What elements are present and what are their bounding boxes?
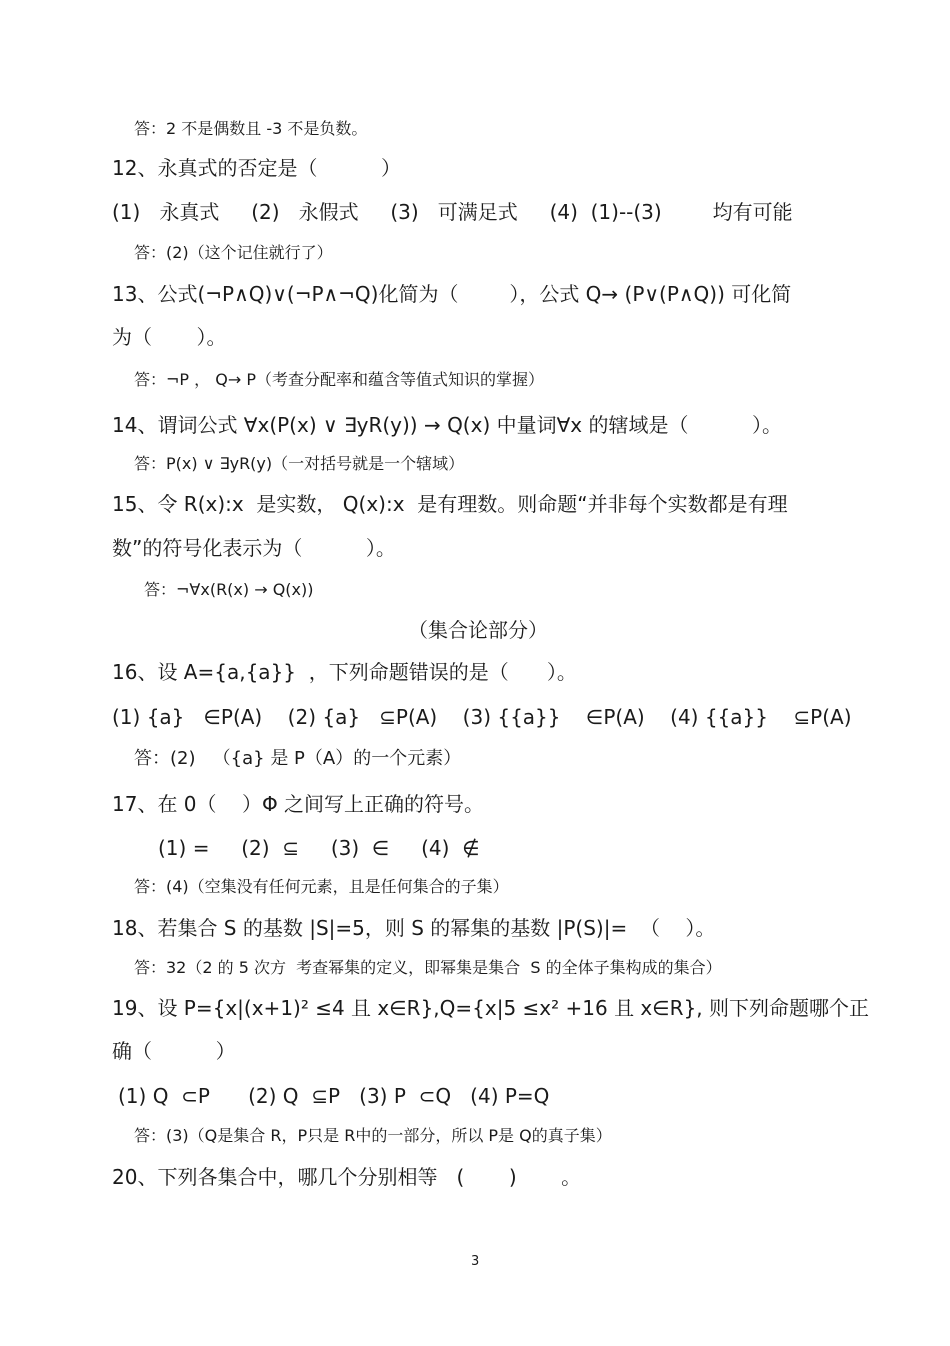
answer-13: 答：¬P ， Q→ P（考查分配率和蕴含等值式知识的掌握）: [134, 370, 544, 389]
page-number: 3: [471, 1254, 480, 1269]
question-19-line-2: 确（ ）: [112, 1039, 236, 1063]
answer-17: 答：(4)（空集没有任何元素，且是任何集合的子集）: [134, 877, 509, 896]
question-16-options: (1) {a} ∈P(A) (2) {a} ⊆P(A) (3) {{a}} ∈P(A) (4) {{a}} ⊆P(A): [112, 705, 852, 729]
question-19-line-1: 19、设 P={x|(x+1)² ≤4 且 x∈R},Q={x|5 ≤x² +16 且 x∈R}, 则下列命题哪个正: [112, 996, 870, 1020]
question-14: 14、谓词公式 ∀x(P(x) ∨ ∃yR(y)) → Q(x) 中量词∀x 的辖域是（ ）。: [112, 413, 783, 437]
question-18: 18、若集合 S 的基数 |S|=5，则 S 的幂集的基数 |P(S)|= （ ）。: [112, 916, 716, 940]
question-17-options: (1) = (2) ⊆ (3) ∈ (4) ∉: [158, 836, 480, 860]
question-19-options: (1) Q ⊂P (2) Q ⊆P (3) P ⊂Q (4) P=Q: [118, 1084, 550, 1108]
question-17: 17、在 0（ ）Φ 之间写上正确的符号。: [112, 792, 485, 816]
answer-15: 答：¬∀x(R(x) → Q(x)): [144, 580, 314, 599]
question-16: 16、设 A={a,{a}} ，下列命题错误的是（ ）。: [112, 660, 577, 684]
question-13-line-2: 为（ ）。: [112, 325, 227, 349]
question-15-line-1: 15、令 R(x):x 是实数， Q(x):x 是有理数。则命题“并非每个实数都是有理: [112, 492, 788, 516]
section-heading: （集合论部分）: [408, 618, 548, 642]
answer-12: 答：(2)（这个记住就行了）: [134, 243, 333, 262]
answer-14: 答：P(x) ∨ ∃yR(y)（一对括号就是一个辖域）: [134, 454, 465, 473]
question-15-line-2: 数”的符号化表示为（ ）。: [112, 536, 396, 560]
answer-19: 答：(3)（Q是集合 R，P只是 R中的一部分，所以 P是 Q的真子集）: [134, 1126, 612, 1145]
answer-11: 答：2 不是偶数且 -3 不是负数。: [134, 119, 368, 138]
answer-18: 答：32（2 的 5 次方 考查幂集的定义，即幂集是集合 S 的全体子集构成的集合）: [134, 958, 722, 977]
question-12-options: (1) 永真式 (2) 永假式 (3) 可满足式 (4) (1)--(3) 均有可能: [112, 200, 793, 224]
question-13-line-1: 13、公式(¬P∧Q)∨(¬P∧¬Q)化简为（ ），公式 Q→ (P∨(P∧Q)) 可化简: [112, 282, 792, 306]
question-20: 20、下列各集合中，哪几个分别相等 ( ) 。: [112, 1165, 582, 1189]
question-12: 12、永真式的否定是（ ）: [112, 156, 402, 180]
answer-16: 答：(2) （{a} 是 P（A）的一个元素）: [134, 748, 462, 769]
